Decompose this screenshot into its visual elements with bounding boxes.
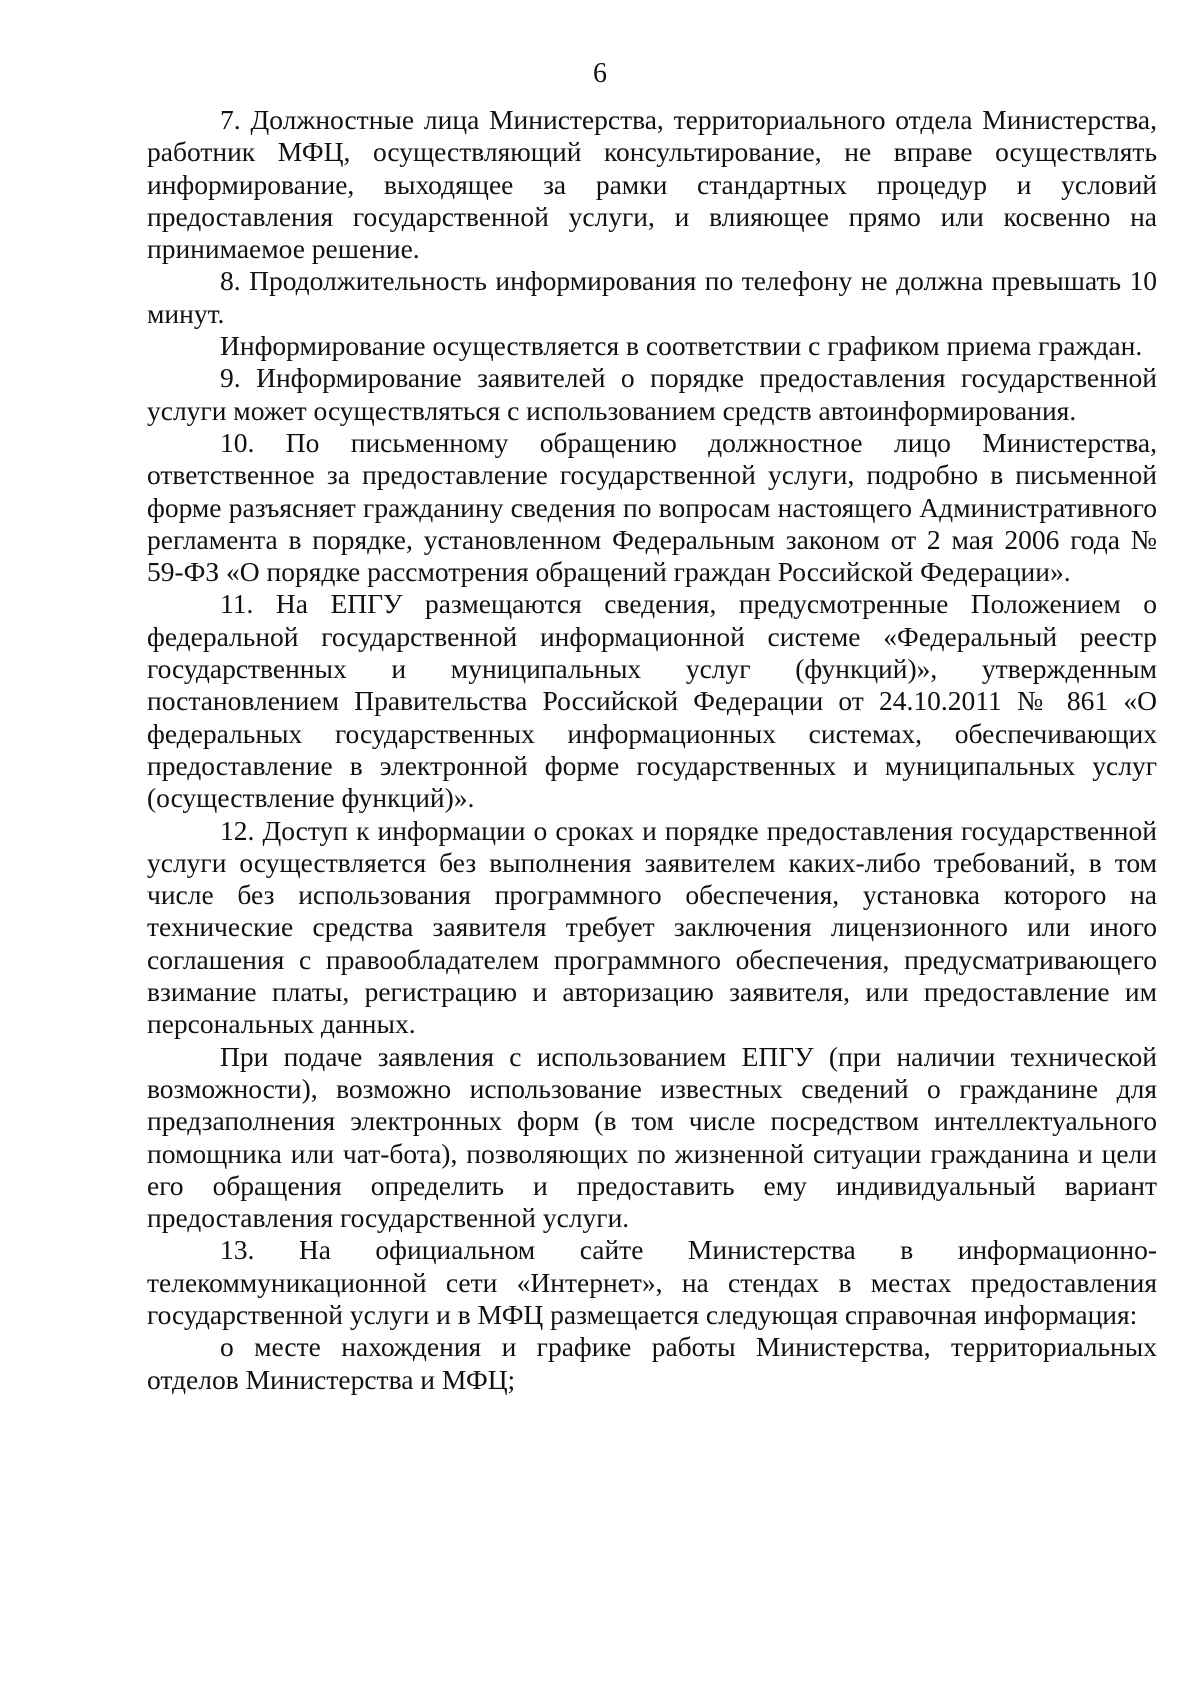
paragraph-9: 9. Информирование заявителей о порядке предоставления государственной услуги может осуществляться с использованием средств автоинформирования. — [147, 362, 1157, 426]
paragraph-8-schedule: Информирование осуществляется в соответствии с графиком приема граждан. — [220, 330, 1143, 362]
paragraph-12-epgu: При подаче заявления с использованием ЕПГУ (при наличии технической возможности), возможно использование известных сведений о гражданине для предзаполнения электронных форм (в том числе посредством интеллектуального помощника или чат-бота), позволяющих по жизненной ситуации гражданина и цели его обращения определить и предоставить ему индивидуальный вариант предоставления государственной услуги. — [147, 1040, 1157, 1234]
paragraph-8: 8. Продолжительность информирования по телефону не должна превышать 10 минут. — [147, 265, 1157, 329]
document-body — [147, 104, 1157, 1396]
paragraph-13-location: о месте нахождения и графике работы Министерства, территориальных отделов Министерства и МФЦ; — [147, 1331, 1157, 1395]
page-number: 6 — [593, 58, 607, 89]
paragraph-13: 13. На официальном сайте Министерства в информационно-телекоммуникационной сети «Интернет», на стендах в местах предоставления государственной услуги и в МФЦ размещается следующая справочная информация: — [147, 1234, 1157, 1330]
paragraph-11: 11. На ЕПГУ размещаются сведения, предусмотренные Положением о федеральной государственной информационной системе «Федеральный реестр государственных и муниципальных услуг (функций)», утвержденным постановлением Правительства Российской Федерации от 24.10.2011 № 861 «О федеральных государственных информационных системах, обеспечивающих предоставление в электронной форме государственных и муниципальных услуг (осуществление функций)». — [147, 588, 1157, 814]
paragraph-10: 10. По письменному обращению должностное лицо Министерства, ответственное за предоставление государственной услуги, подробно в письменной форме разъясняет гражданину сведения по вопросам настоящего Административного регламента в порядке, установленном Федеральным законом от 2 мая 2006 года № 59-ФЗ «О порядке рассмотрения обращений граждан Российской Федерации». — [147, 426, 1157, 588]
paragraph-12: 12. Доступ к информации о сроках и порядке предоставления государственной услуги осуществляется без выполнения заявителем каких-либо требований, в том числе без использования программного обеспечения, установка которого на технические средства заявителя требует заключения лицензионного или иного соглашения с правообладателем программного обеспечения, предусматривающего взимание платы, регистрацию и авторизацию заявителя, или предоставление им персональных данных. — [147, 814, 1157, 1040]
paragraph-7: 7. Должностные лица Министерства, территориального отдела Министерства, работник МФЦ, осуществляющий консультирование, не вправе осуществлять информирование, выходящее за рамки стандартных процедур и условий предоставления государственной услуги, и влияющее прямо или косвенно на принимаемое решение. — [147, 104, 1157, 265]
